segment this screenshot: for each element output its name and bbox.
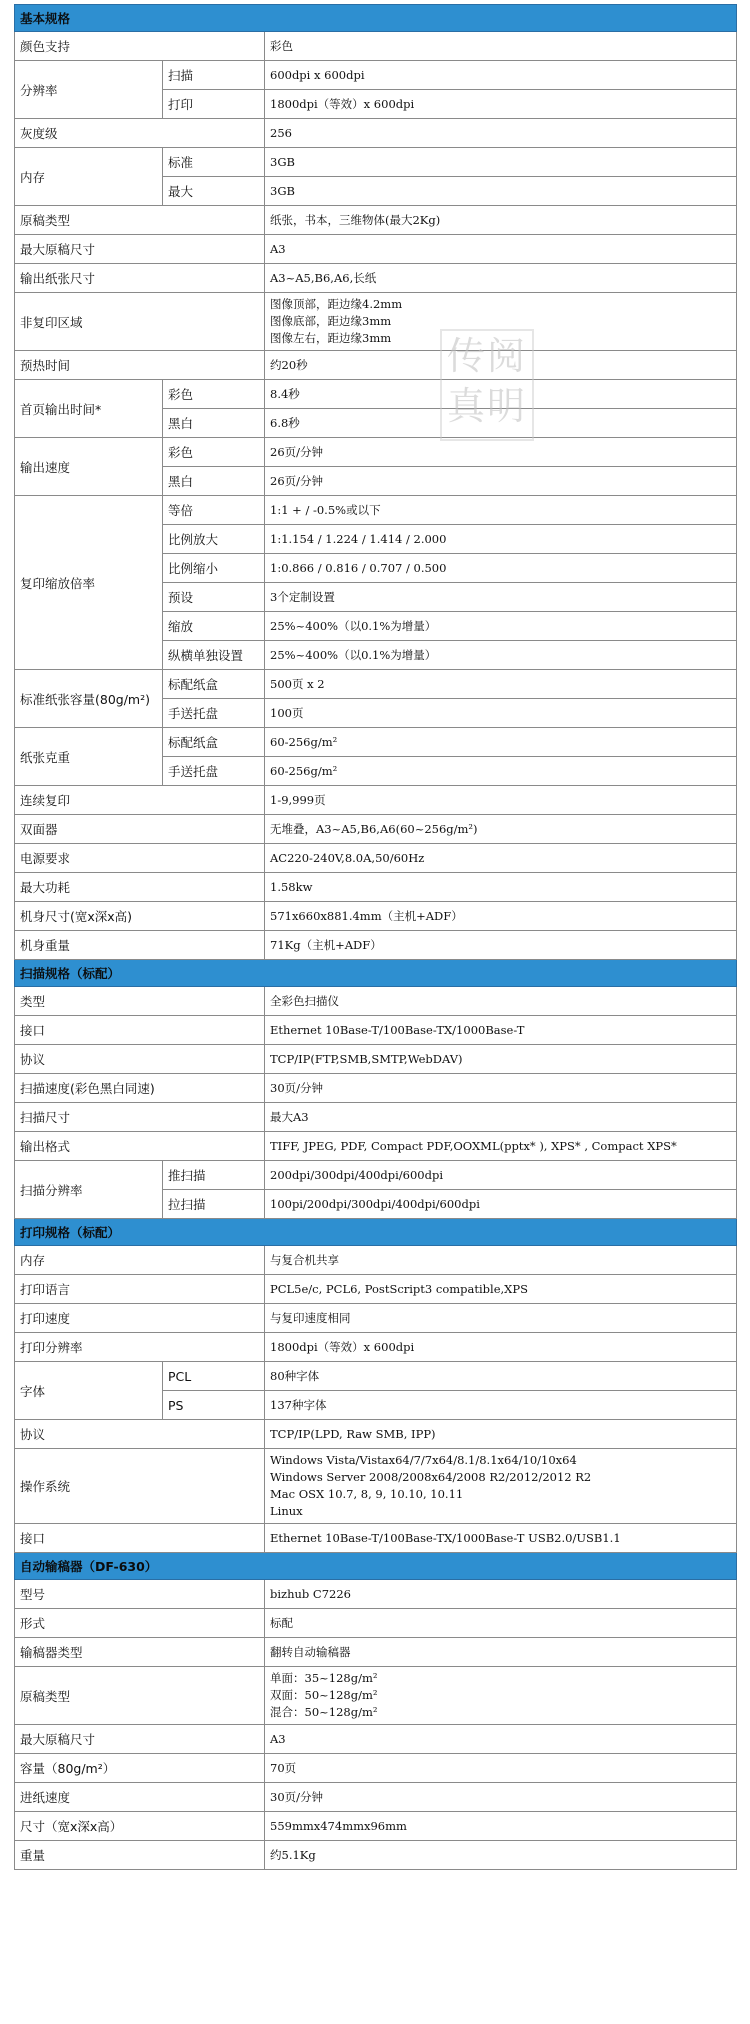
spec-label: 非复印区域	[15, 293, 265, 351]
spec-label: 打印速度	[15, 1304, 265, 1333]
spec-label: 输出纸张尺寸	[15, 264, 265, 293]
spec-value-line: 图像底部，距边缘3mm	[270, 314, 392, 328]
spec-value: 1:1.154 / 1.224 / 1.414 / 2.000	[265, 525, 737, 554]
spec-table-body	[15, 5, 737, 1870]
spec-row	[15, 119, 737, 148]
spec-row	[15, 61, 737, 90]
section-header-row	[15, 1553, 737, 1580]
spec-sublabel: 最大	[163, 177, 265, 206]
spec-label: 操作系统	[15, 1449, 265, 1524]
spec-row	[15, 1580, 737, 1609]
spec-sublabel: 黑白	[163, 409, 265, 438]
spec-row	[15, 902, 737, 931]
spec-label: 形式	[15, 1609, 265, 1638]
spec-row	[15, 873, 737, 902]
spec-label: 最大原稿尺寸	[15, 1725, 265, 1754]
spec-value-line: 图像左右，距边缘3mm	[270, 331, 392, 345]
spec-value: 26页/分钟	[265, 467, 737, 496]
spec-value: 70页	[265, 1754, 737, 1783]
section-title: 扫描规格（标配）	[15, 960, 737, 987]
spec-sublabel: 拉扫描	[163, 1190, 265, 1219]
spec-sublabel: 手送托盘	[163, 699, 265, 728]
spec-sublabel: 缩放	[163, 612, 265, 641]
spec-value: 1800dpi（等效）x 600dpi	[265, 1333, 737, 1362]
spec-sublabel: 预设	[163, 583, 265, 612]
spec-row	[15, 1246, 737, 1275]
spec-sublabel: 推扫描	[163, 1161, 265, 1190]
spec-label: 电源要求	[15, 844, 265, 873]
spec-value: 26页/分钟	[265, 438, 737, 467]
spec-label: 机身重量	[15, 931, 265, 960]
spec-value: 纸张，书本，三维物体(最大2Kg)	[265, 206, 737, 235]
spec-row	[15, 1275, 737, 1304]
spec-row	[15, 1725, 737, 1754]
spec-row	[15, 931, 737, 960]
spec-value: 60-256g/m²	[265, 757, 737, 786]
spec-label: 输稿器类型	[15, 1638, 265, 1667]
spec-value: A3~A5,B6,A6,长纸	[265, 264, 737, 293]
spec-value: 600dpi x 600dpi	[265, 61, 737, 90]
spec-value: A3	[265, 1725, 737, 1754]
spec-sublabel: 彩色	[163, 380, 265, 409]
spec-row	[15, 1449, 737, 1524]
spec-row	[15, 380, 737, 409]
spec-label: 内存	[15, 1246, 265, 1275]
spec-value-lines	[265, 1667, 737, 1725]
spec-value-line: Windows Server 2008/2008x64/2008 R2/2012/2012 R2	[270, 1470, 592, 1484]
spec-label: 复印缩放倍率	[15, 496, 163, 670]
spec-value: 与复合机共享	[265, 1246, 737, 1275]
spec-value: TCP/IP(FTP,SMB,SMTP,WebDAV)	[265, 1045, 737, 1074]
spec-value: 100pi/200dpi/300dpi/400dpi/600dpi	[265, 1190, 737, 1219]
spec-row	[15, 1362, 737, 1391]
spec-label: 型号	[15, 1580, 265, 1609]
spec-row	[15, 987, 737, 1016]
spec-sublabel: 纵横单独设置	[163, 641, 265, 670]
spec-sublabel: 黑白	[163, 467, 265, 496]
spec-row	[15, 728, 737, 757]
spec-value: Ethernet 10Base-T/100Base-TX/1000Base-T USB2.0/USB1.1	[265, 1524, 737, 1553]
spec-sublabel: 比例缩小	[163, 554, 265, 583]
spec-label: 输出格式	[15, 1132, 265, 1161]
spec-row	[15, 1103, 737, 1132]
spec-value: AC220-240V,8.0A,50/60Hz	[265, 844, 737, 873]
spec-value: 25%~400%（以0.1%为增量）	[265, 641, 737, 670]
spec-value-lines	[265, 1449, 737, 1524]
spec-row	[15, 206, 737, 235]
spec-row	[15, 844, 737, 873]
spec-sublabel: 等倍	[163, 496, 265, 525]
spec-value: 3GB	[265, 177, 737, 206]
spec-label: 进纸速度	[15, 1783, 265, 1812]
section-title: 基本规格	[15, 5, 737, 32]
spec-label: 重量	[15, 1841, 265, 1870]
spec-value: 1-9,999页	[265, 786, 737, 815]
spec-row	[15, 235, 737, 264]
spec-value: 200dpi/300dpi/400dpi/600dpi	[265, 1161, 737, 1190]
spec-label: 最大原稿尺寸	[15, 235, 265, 264]
spec-value: TIFF, JPEG, PDF, Compact PDF,OOXML(pptx* ), XPS* , Compact XPS*	[265, 1132, 737, 1161]
spec-sublabel: 标配纸盒	[163, 670, 265, 699]
spec-value: 与复印速度相同	[265, 1304, 737, 1333]
spec-value: 1800dpi（等效）x 600dpi	[265, 90, 737, 119]
spec-value: 3个定制设置	[265, 583, 737, 612]
spec-value: 100页	[265, 699, 737, 728]
spec-value: 30页/分钟	[265, 1074, 737, 1103]
spec-label: 标准纸张容量(80g/m²)	[15, 670, 163, 728]
spec-label: 内存	[15, 148, 163, 206]
spec-value-lines	[265, 293, 737, 351]
spec-value: 最大A3	[265, 1103, 737, 1132]
spec-sublabel: 标准	[163, 148, 265, 177]
spec-sublabel: 扫描	[163, 61, 265, 90]
spec-value: Ethernet 10Base-T/100Base-TX/1000Base-T	[265, 1016, 737, 1045]
spec-value: 60-256g/m²	[265, 728, 737, 757]
spec-row	[15, 1754, 737, 1783]
spec-value: 约20秒	[265, 351, 737, 380]
section-header-row	[15, 1219, 737, 1246]
spec-row	[15, 32, 737, 61]
spec-label: 连续复印	[15, 786, 265, 815]
spec-row	[15, 1333, 737, 1362]
spec-label: 尺寸（宽x深x高）	[15, 1812, 265, 1841]
spec-row	[15, 1812, 737, 1841]
spec-value: 71Kg（主机+ADF）	[265, 931, 737, 960]
spec-row	[15, 1045, 737, 1074]
spec-sublabel: 彩色	[163, 438, 265, 467]
spec-value-line: 混合：50~128g/m²	[270, 1705, 378, 1719]
spec-value: PCL5e/c, PCL6, PostScript3 compatible,XPS	[265, 1275, 737, 1304]
spec-label: 字体	[15, 1362, 163, 1420]
spec-row	[15, 1016, 737, 1045]
spec-label: 扫描速度(彩色黑白同速)	[15, 1074, 265, 1103]
spec-label: 扫描分辨率	[15, 1161, 163, 1219]
section-header-row	[15, 960, 737, 987]
spec-label: 类型	[15, 987, 265, 1016]
spec-value: 无堆叠，A3~A5,B6,A6(60~256g/m²)	[265, 815, 737, 844]
spec-value: 500页 x 2	[265, 670, 737, 699]
section-title: 打印规格（标配）	[15, 1219, 737, 1246]
spec-row	[15, 1304, 737, 1333]
spec-row	[15, 1841, 737, 1870]
spec-label: 接口	[15, 1016, 265, 1045]
spec-sublabel: 比例放大	[163, 525, 265, 554]
spec-value: 全彩色扫描仪	[265, 987, 737, 1016]
spec-label: 接口	[15, 1524, 265, 1553]
spec-value: 137种字体	[265, 1391, 737, 1420]
spec-value: 1:0.866 / 0.816 / 0.707 / 0.500	[265, 554, 737, 583]
spec-row	[15, 1074, 737, 1103]
spec-value: 1:1 + / -0.5%或以下	[265, 496, 737, 525]
spec-sheet	[14, 4, 736, 1870]
spec-value: 翻转自动输稿器	[265, 1638, 737, 1667]
spec-row	[15, 1420, 737, 1449]
spec-value: TCP/IP(LPD, Raw SMB, IPP)	[265, 1420, 737, 1449]
spec-value: 6.8秒	[265, 409, 737, 438]
spec-label: 扫描尺寸	[15, 1103, 265, 1132]
spec-label: 容量（80g/m²）	[15, 1754, 265, 1783]
spec-value: 约5.1Kg	[265, 1841, 737, 1870]
spec-value: bizhub C7226	[265, 1580, 737, 1609]
spec-label: 纸张克重	[15, 728, 163, 786]
spec-value-line: Windows Vista/Vistax64/7/7x64/8.1/8.1x64/10/10x64	[270, 1453, 577, 1467]
spec-value-line: Linux	[270, 1504, 303, 1518]
spec-value: 标配	[265, 1609, 737, 1638]
spec-label: 原稿类型	[15, 1667, 265, 1725]
spec-row	[15, 1132, 737, 1161]
spec-value: 30页/分钟	[265, 1783, 737, 1812]
spec-value: 彩色	[265, 32, 737, 61]
spec-row	[15, 148, 737, 177]
spec-label: 首页输出时间*	[15, 380, 163, 438]
spec-row	[15, 670, 737, 699]
spec-value: 1.58kw	[265, 873, 737, 902]
spec-sublabel: 手送托盘	[163, 757, 265, 786]
spec-value: 25%~400%（以0.1%为增量）	[265, 612, 737, 641]
spec-value-line: 单面：35~128g/m²	[270, 1671, 378, 1685]
spec-table	[14, 4, 737, 1870]
watermark: 传阅 真明	[440, 329, 534, 441]
section-header-row	[15, 5, 737, 32]
spec-row	[15, 1783, 737, 1812]
spec-value: 559mmx474mmx96mm	[265, 1812, 737, 1841]
spec-sublabel: 打印	[163, 90, 265, 119]
spec-row	[15, 1609, 737, 1638]
spec-row	[15, 351, 737, 380]
spec-sublabel: PS	[163, 1391, 265, 1420]
spec-label: 机身尺寸(宽x深x高)	[15, 902, 265, 931]
spec-row	[15, 1638, 737, 1667]
spec-label: 分辨率	[15, 61, 163, 119]
spec-label: 协议	[15, 1045, 265, 1074]
spec-label: 双面器	[15, 815, 265, 844]
spec-label: 打印语言	[15, 1275, 265, 1304]
spec-value-line: Mac OSX 10.7, 8, 9, 10.10, 10.11	[270, 1487, 464, 1501]
spec-label: 输出速度	[15, 438, 163, 496]
spec-value: 3GB	[265, 148, 737, 177]
spec-row	[15, 815, 737, 844]
spec-label: 预热时间	[15, 351, 265, 380]
spec-row	[15, 438, 737, 467]
spec-value-line: 双面：50~128g/m²	[270, 1688, 378, 1702]
spec-row	[15, 1667, 737, 1725]
spec-value: 8.4秒	[265, 380, 737, 409]
spec-row	[15, 496, 737, 525]
spec-label: 颜色支持	[15, 32, 265, 61]
spec-row	[15, 786, 737, 815]
spec-value: 256	[265, 119, 737, 148]
spec-label: 协议	[15, 1420, 265, 1449]
spec-row	[15, 1161, 737, 1190]
section-title: 自动输稿器（DF-630）	[15, 1553, 737, 1580]
spec-label: 灰度级	[15, 119, 265, 148]
spec-value-line: 图像顶部，距边缘4.2mm	[270, 297, 403, 311]
spec-row	[15, 1524, 737, 1553]
spec-sublabel: 标配纸盒	[163, 728, 265, 757]
spec-row	[15, 264, 737, 293]
spec-label: 最大功耗	[15, 873, 265, 902]
spec-row	[15, 293, 737, 351]
spec-label: 打印分辨率	[15, 1333, 265, 1362]
spec-sublabel: PCL	[163, 1362, 265, 1391]
spec-value: 571x660x881.4mm（主机+ADF）	[265, 902, 737, 931]
spec-value: A3	[265, 235, 737, 264]
spec-label: 原稿类型	[15, 206, 265, 235]
spec-value: 80种字体	[265, 1362, 737, 1391]
